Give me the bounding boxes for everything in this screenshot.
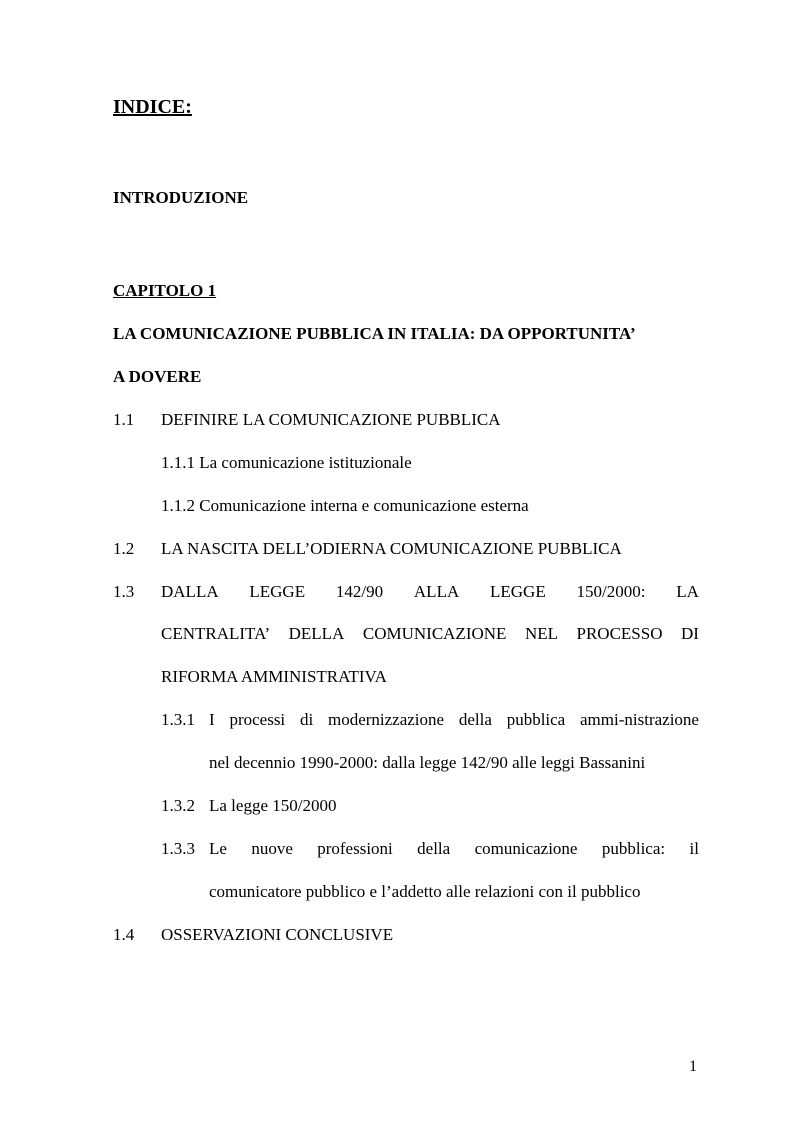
subsection-number: 1.3.1 [161, 710, 195, 729]
chapter-label: CAPITOLO 1 [113, 281, 217, 300]
subsection-title: La legge 150/2000 [209, 796, 337, 815]
section-number: 1.2 [113, 539, 135, 558]
subsection-entry: 1.1.2 Comunicazione interna e comunicazione esterna [161, 496, 529, 515]
subsection-title-line1: I processi di modernizzazione della pubblica ammi-nistrazione [209, 710, 699, 729]
subsection-entry: 1.1.1 La comunicazione istituzionale [161, 453, 412, 472]
section-number: 1.1 [113, 410, 135, 429]
subsection-title-line1: Le nuove professioni della comunicazione pubblica: il [209, 839, 699, 858]
introduction-heading: INTRODUZIONE [113, 188, 249, 207]
section-title-line1: DALLA LEGGE 142/90 ALLA LEGGE 150/2000: LA [161, 582, 699, 601]
section-title: OSSERVAZIONI CONCLUSIVE [161, 925, 394, 944]
subsection-number: 1.3.2 [161, 796, 195, 815]
section-title-line3: RIFORMA AMMINISTRATIVA [161, 667, 387, 686]
page-number: 1 [689, 1058, 697, 1075]
subsection-title-line2: nel decennio 1990-2000: dalla legge 142/90 alle leggi Bassanini [209, 753, 646, 772]
subsection-number: 1.3.3 [161, 839, 195, 858]
section-title: LA NASCITA DELL’ODIERNA COMUNICAZIONE PUBBLICA [161, 539, 622, 558]
index-title: INDICE: [113, 96, 192, 118]
section-number: 1.3 [113, 582, 135, 601]
chapter-title-line2: A DOVERE [113, 367, 202, 386]
section-title: DEFINIRE LA COMUNICAZIONE PUBBLICA [161, 410, 501, 429]
subsection-title-line2: comunicatore pubblico e l’addetto alle relazioni con il pubblico [209, 882, 641, 901]
section-number: 1.4 [113, 925, 135, 944]
chapter-title-line1: LA COMUNICAZIONE PUBBLICA IN ITALIA: DA OPPORTUNITA’ [113, 324, 636, 343]
section-title-line2: CENTRALITA’ DELLA COMUNICAZIONE NEL PROCESSO DI [161, 624, 699, 643]
